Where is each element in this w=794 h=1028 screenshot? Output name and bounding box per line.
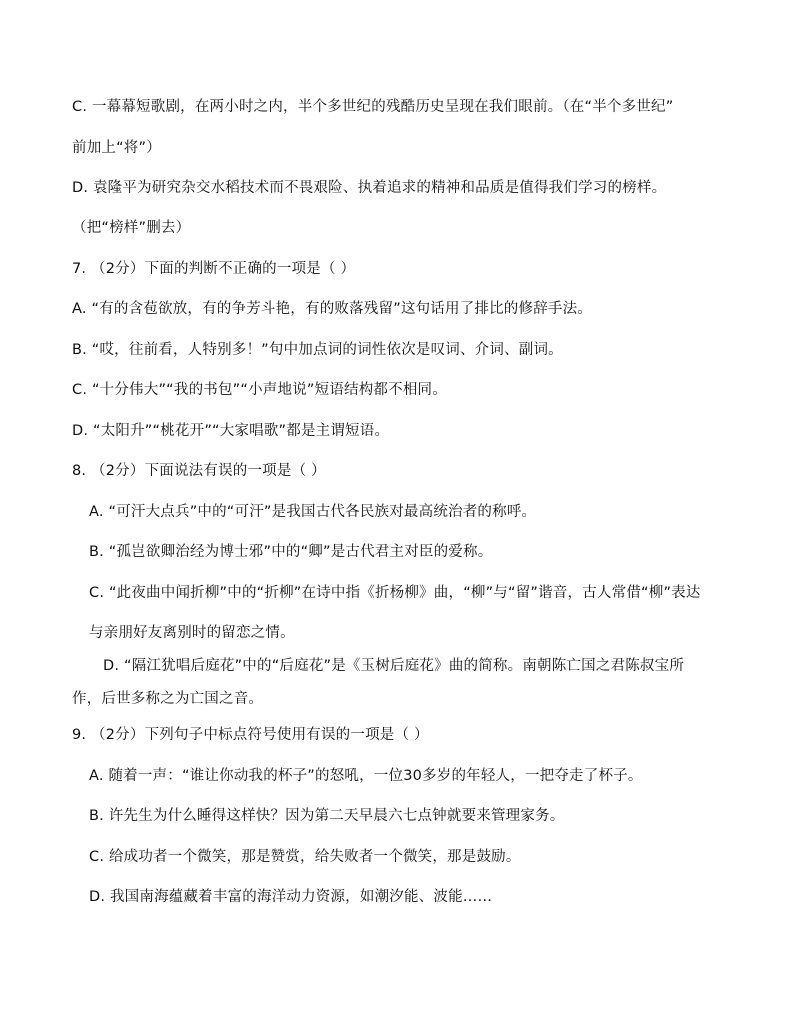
question-8-option-c: C. “此夜曲中闻折柳”中的“折柳”在诗中指《折杨柳》曲，“柳”与“留”谐音，古人常借“柳”表达 — [89, 585, 701, 601]
question-7-option-b: B. “哎，往前看，人特别多！”句中加点词的词性依次是叹词、介词、副词。 — [72, 342, 563, 358]
question-6-option-d-cont: （把“榜样”删去） — [72, 220, 191, 236]
question-8-option-a: A. “可汗大点兵”中的“可汗”是我国古代各民族对最高统治者的称呼。 — [89, 504, 537, 520]
question-8-option-c-cont: 与亲朋好友离别时的留恋之情。 — [89, 625, 295, 641]
question-8-option-d: D. “隔江犹唱后庭花”中的“后庭花”是《玉树后庭花》曲的简称。南朝陈亡国之君陈叔宝所 — [103, 658, 685, 674]
question-7-stem: 7. （2分）下面的判断不正确的一项是（ ） — [72, 261, 356, 277]
question-7-option-a: A. “有的含苞欲放，有的争芳斗艳，有的败落残留”这句话用了排比的修辞手法。 — [72, 301, 593, 317]
question-6-option-c: C. 一幕幕短歌剧，在两小时之内，半个多世纪的残酷历史呈现在我们眼前。（在“半个多世纪” — [72, 99, 674, 115]
question-9-stem: 9. （2分）下列句子中标点符号使用有误的一项是（ ） — [72, 727, 429, 743]
question-9-option-d: D. 我国南海蕴藏着丰富的海洋动力资源，如潮汐能、波能…… — [89, 889, 493, 905]
question-8-option-d-cont: 作，后世多称之为亡国之音。 — [72, 691, 264, 707]
question-7-option-c: C. “十分伟大”“我的书包”“小声地说”短语结构都不相同。 — [72, 382, 447, 398]
question-8-option-b: B. “孤岂欲卿治经为博士邪”中的“卿”是古代君主对臣的爱称。 — [89, 544, 493, 560]
question-9-option-a: A. 随着一声：“谁让你动我的杯子”的怒吼，一位30多岁的年轻人，一把夺走了杯子。 — [89, 768, 643, 784]
question-6-option-c-cont: 前加上“将”） — [72, 140, 161, 156]
question-9-option-c: C. 给成功者一个微笑，那是赞赏，给失败者一个微笑，那是鼓励。 — [89, 849, 521, 865]
question-9-option-b: B. 许先生为什么睡得这样快？因为第二天早晨六七点钟就要来管理家务。 — [89, 808, 565, 824]
question-7-option-d: D. “太阳升”“桃花开”“大家唱歌”都是主谓短语。 — [72, 423, 390, 439]
question-8-stem: 8. （2分）下面说法有误的一项是（ ） — [72, 463, 326, 479]
question-6-option-d: D. 袁隆平为研究杂交水稻技术而不畏艰险、执着追求的精神和品质是值得我们学习的榜样。 — [72, 180, 667, 196]
